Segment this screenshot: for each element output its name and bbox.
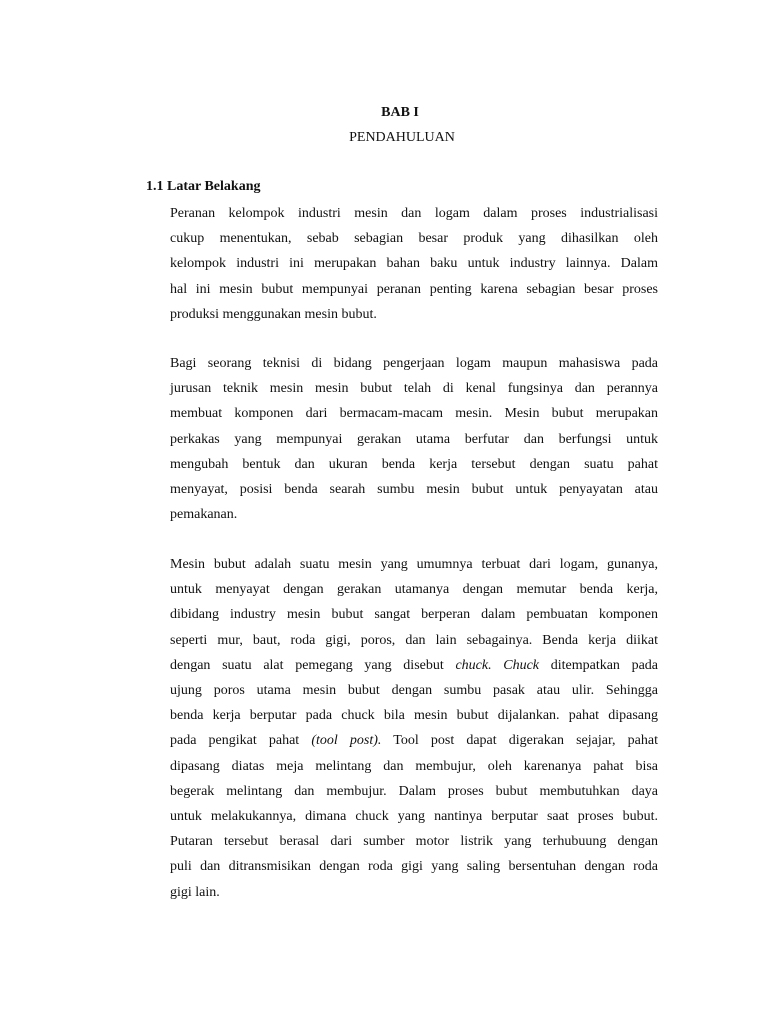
text-line: Putaran tersebut berasal dari sumber motor listrik yang terhubuung dengan [170, 834, 658, 850]
paragraph-3 [170, 552, 658, 905]
text-line: gigi lain. [170, 884, 220, 900]
paragraph-2 [170, 351, 658, 527]
text-segment: Tool post dapat digerakan sejajar, pahat [393, 733, 658, 749]
text-line-mixed [170, 728, 658, 753]
chapter-title: PENDAHULUAN [349, 130, 455, 145]
text-line: dibidang industry mesin bubut sangat berperan dalam pembuatan komponen [170, 607, 658, 623]
section-heading: 1.1 Latar Belakang [146, 179, 261, 194]
text-line: membuat komponen dari bermacam-macam mesin. Mesin bubut merupakan [170, 406, 658, 422]
text-line: pemakanan. [170, 507, 238, 523]
text-line: jurusan teknik mesin mesin bubut telah di kenal fungsinya dan perannya [170, 381, 658, 397]
text-line: untuk menyayat dengan gerakan utamanya dengan memutar benda kerja, [170, 582, 658, 598]
text-line-mixed [170, 653, 658, 678]
text-line: untuk melakukannya, dimana chuck yang nantinya berputar saat proses bubut. [170, 809, 658, 825]
text-line: begerak melintang dan membujur. Dalam proses bubut membutuhkan daya [170, 783, 658, 799]
text-segment: ditempatkan pada [550, 657, 659, 673]
text-line: Bagi seorang teknisi di bidang pengerjaan logam maupun mahasiswa pada [170, 356, 658, 371]
text-line: benda kerja berputar pada chuck bila mesin bubut dijalankan. pahat dipasang [170, 708, 658, 724]
paragraph-1 [170, 201, 658, 327]
italic-term: (tool post). [311, 733, 382, 749]
text-line: Peranan kelompok industri mesin dan logam dalam proses industrialisasi [170, 206, 658, 221]
text-line: puli dan ditransmisikan dengan roda gigi yang saling bersentuhan dengan roda [170, 859, 658, 875]
text-line: dipasang diatas meja melintang dan membujur, oleh karenanya pahat bisa [170, 758, 658, 774]
chapter-number: BAB I [381, 105, 419, 120]
text-line: menyayat, posisi benda searah sumbu mesin bubut untuk penyayatan atau [170, 482, 658, 498]
text-segment: pada pengikat pahat [170, 733, 300, 749]
text-line: seperti mur, baut, roda gigi, poros, dan lain sebagainya. Benda kerja diikat [170, 632, 658, 648]
text-line: cukup menentukan, sebab sebagian besar produk yang dihasilkan oleh [170, 231, 658, 247]
italic-term: chuck. Chuck [455, 657, 540, 673]
text-line: kelompok industri ini merupakan bahan baku untuk industry lainnya. Dalam [170, 256, 658, 272]
text-line: Mesin bubut adalah suatu mesin yang umumnya terbuat dari logam, gunanya, [170, 557, 658, 572]
text-line: perkakas yang mempunyai gerakan utama berfutar dan berfungsi untuk [170, 431, 658, 447]
text-line: produksi menggunakan mesin bubut. [170, 306, 377, 322]
text-line: ujung poros utama mesin bubut dengan sumbu pasak atau ulir. Sehingga [170, 683, 658, 699]
text-line: hal ini mesin bubut mempunyai peranan penting karena sebagian besar proses [170, 281, 658, 297]
text-segment: dengan suatu alat pemegang yang disebut [170, 657, 444, 673]
text-line: mengubah bentuk dan ukuran benda kerja tersebut dengan suatu pahat [170, 456, 658, 472]
